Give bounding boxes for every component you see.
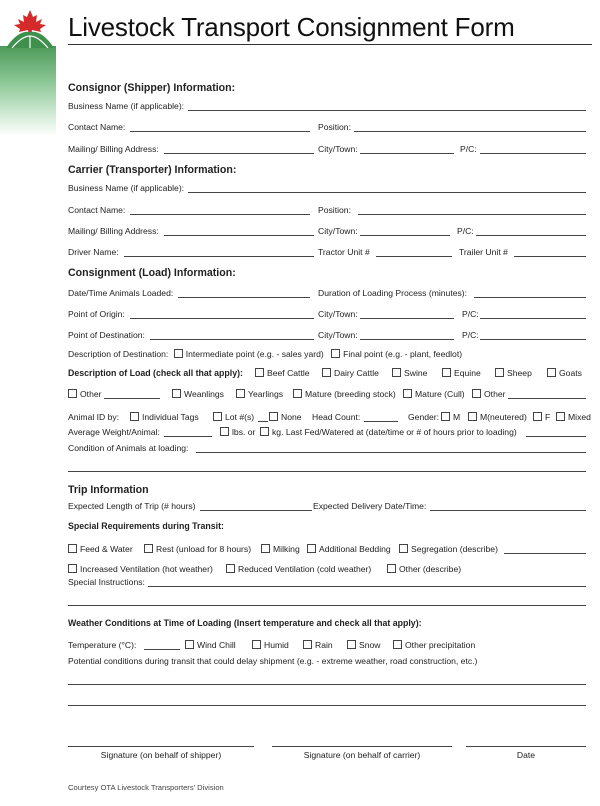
special-bedding[interactable]: Additional Bedding: [307, 544, 391, 555]
checkbox[interactable]: [468, 412, 477, 421]
segregation-field[interactable]: [504, 553, 586, 554]
footer-credit: Courtesy OTA Livestock Transporters' Division: [68, 783, 224, 792]
checkbox[interactable]: [347, 640, 356, 649]
tractor-label: Tractor Unit #: [318, 247, 370, 257]
load-beef[interactable]: Beef Cattle: [255, 368, 310, 379]
consignor-business-field[interactable]: [188, 110, 586, 111]
date-field[interactable]: [466, 746, 586, 747]
checkbox[interactable]: [144, 544, 153, 553]
carrier-pc-field[interactable]: [476, 235, 586, 236]
checkbox[interactable]: [255, 368, 264, 377]
checkbox[interactable]: [533, 412, 542, 421]
special-instructions-field-2[interactable]: [68, 605, 586, 606]
origin-field[interactable]: [130, 318, 314, 319]
potential-field-1[interactable]: [68, 684, 586, 685]
checkbox[interactable]: [442, 368, 451, 377]
carrier-business-field[interactable]: [188, 192, 586, 193]
checkbox[interactable]: [269, 412, 278, 421]
temperature-field[interactable]: [144, 649, 180, 650]
special-increased-vent[interactable]: Increased Ventilation (hot weather): [68, 564, 213, 575]
load-equine[interactable]: Equine: [442, 368, 481, 379]
shipper-signature-label: Signature (on behalf of shipper): [100, 750, 222, 760]
condition-label: Condition of Animals at loading:: [68, 443, 189, 453]
checkbox[interactable]: [213, 412, 222, 421]
checkbox[interactable]: [495, 368, 504, 377]
carrier-position-label: Position:: [318, 205, 351, 215]
trailer-label: Trailer Unit #: [459, 247, 508, 257]
checkbox[interactable]: [399, 544, 408, 553]
potential-conditions-label: Potential conditions during transit that could delay shipment (e.g. - extreme weather, road construction, etc.): [68, 656, 478, 666]
condition-field[interactable]: [196, 452, 586, 453]
page-title: Livestock Transport Consignment Form: [68, 12, 515, 42]
checkbox[interactable]: [261, 544, 270, 553]
head-count-field[interactable]: [364, 421, 398, 422]
load-other1[interactable]: Other: [68, 389, 102, 400]
destination-field[interactable]: [150, 339, 314, 340]
gender-mneut[interactable]: M(neutered): [468, 412, 527, 423]
consignor-mailing-label: Mailing/ Billing Address:: [68, 144, 159, 154]
gender-f[interactable]: F: [533, 412, 550, 423]
desc-dest-label: Description of Destination:: [68, 349, 169, 359]
consignor-mailing-field[interactable]: [164, 153, 314, 154]
checkbox[interactable]: [68, 564, 77, 573]
destination-city-field[interactable]: [360, 339, 454, 340]
delivery-field[interactable]: [430, 510, 586, 511]
checkbox[interactable]: [252, 640, 261, 649]
checkbox[interactable]: [260, 427, 269, 436]
origin-label: Point of Origin:: [68, 309, 125, 319]
temperature-label: Temperature (°C):: [68, 640, 137, 650]
checkbox[interactable]: [172, 389, 181, 398]
intermediate-checkbox[interactable]: [174, 349, 183, 358]
checkbox[interactable]: [441, 412, 450, 421]
delivery-label: Expected Delivery Date/Time:: [313, 501, 427, 511]
special-heading: Special Requirements during Transit:: [68, 521, 224, 531]
destination-pc-label: P/C:: [462, 330, 479, 340]
lot-field[interactable]: [258, 421, 268, 422]
consignor-heading: Consignor (Shipper) Information:: [68, 82, 236, 94]
special-milking[interactable]: Milking: [261, 544, 300, 555]
driver-field[interactable]: [124, 256, 314, 257]
date-label: Date: [516, 750, 536, 760]
avg-weight-field[interactable]: [164, 436, 212, 437]
checkbox[interactable]: [472, 389, 481, 398]
checkbox[interactable]: [547, 368, 556, 377]
consignor-pc-field[interactable]: [480, 153, 586, 154]
other1-field[interactable]: [104, 398, 160, 399]
special-rest[interactable]: Rest (unload for 8 hours): [144, 544, 251, 555]
gender-mixed[interactable]: Mixed: [556, 412, 591, 423]
unit-kg[interactable]: kg. Last Fed/Watered at (date/time or # of hours prior to loading): [260, 427, 517, 438]
gender-m[interactable]: M: [441, 412, 460, 423]
weather-humid[interactable]: Humid: [252, 640, 289, 651]
final-label: Final point (e.g. - plant, feedlot): [343, 349, 463, 359]
load-mature-cull[interactable]: Mature (Cull): [403, 389, 465, 400]
weather-rain[interactable]: Rain: [303, 640, 333, 651]
checkbox[interactable]: [403, 389, 412, 398]
other2-field[interactable]: [508, 398, 586, 399]
carrier-city-field[interactable]: [360, 235, 450, 236]
id-lot[interactable]: Lot #(s): [213, 412, 254, 423]
destination-city-label: City/Town:: [318, 330, 358, 340]
load-yearlings[interactable]: Yearlings: [236, 389, 283, 400]
carrier-mailing-label: Mailing/ Billing Address:: [68, 226, 159, 236]
checkbox[interactable]: [220, 427, 229, 436]
weather-wind-chill[interactable]: Wind Chill: [185, 640, 236, 651]
origin-pc-label: P/C:: [462, 309, 479, 319]
carrier-heading: Carrier (Transporter) Information:: [68, 164, 237, 176]
duration-field[interactable]: [474, 297, 586, 298]
trailer-field[interactable]: [514, 256, 586, 257]
carrier-position-field[interactable]: [358, 214, 586, 215]
carrier-signature-field[interactable]: [272, 746, 452, 747]
special-other[interactable]: Other (describe): [387, 564, 461, 575]
head-count-label: Head Count:: [312, 412, 361, 422]
load-other2[interactable]: Other: [472, 389, 506, 400]
consignor-position-label: Position:: [318, 122, 351, 132]
consignor-pc-label: P/C:: [460, 144, 477, 154]
tractor-field[interactable]: [376, 256, 452, 257]
potential-field-2[interactable]: [68, 705, 586, 706]
id-individual[interactable]: Individual Tags: [130, 412, 199, 423]
consignor-city-field[interactable]: [360, 153, 454, 154]
carrier-pc-label: P/C:: [457, 226, 474, 236]
duration-label: Duration of Loading Process (minutes):: [318, 288, 468, 298]
origin-city-label: City/Town:: [318, 309, 358, 319]
destination-pc-field[interactable]: [480, 339, 586, 340]
checkbox[interactable]: [392, 368, 401, 377]
consignor-position-field[interactable]: [354, 131, 586, 132]
special-instructions-label: Special Instructions:: [68, 577, 145, 587]
maple-leaf-logo: [4, 8, 56, 48]
desc-dest-row: [68, 349, 462, 360]
checkbox[interactable]: [185, 640, 194, 649]
desc-load-label: Description of Load (check all that apply):: [68, 368, 243, 378]
animal-id-label: Animal ID by:: [68, 412, 120, 422]
consignor-contact-label: Contact Name:: [68, 122, 126, 132]
unit-lbs[interactable]: lbs. or: [220, 427, 255, 438]
datetime-label: Date/Time Animals Loaded:: [68, 288, 174, 298]
last-fed-field[interactable]: [526, 436, 586, 437]
checkbox[interactable]: [293, 389, 302, 398]
title-underline: [68, 44, 592, 45]
load-swine[interactable]: Swine: [392, 368, 427, 379]
checkbox[interactable]: [322, 368, 331, 377]
checkbox[interactable]: [556, 412, 565, 421]
header-green-band: [0, 46, 56, 136]
carrier-signature-label: Signature (on behalf of carrier): [303, 750, 421, 760]
carrier-contact-field[interactable]: [130, 214, 310, 215]
checkbox[interactable]: [130, 412, 139, 421]
condition-field-2[interactable]: [68, 471, 586, 472]
origin-city-field[interactable]: [360, 318, 454, 319]
special-reduced-vent[interactable]: Reduced Ventilation (cold weather): [226, 564, 371, 575]
datetime-field[interactable]: [178, 297, 310, 298]
checkbox[interactable]: [236, 389, 245, 398]
carrier-city-label: City/Town:: [318, 226, 358, 236]
checkbox[interactable]: [68, 389, 77, 398]
checkbox[interactable]: [307, 544, 316, 553]
checkbox[interactable]: [226, 564, 235, 573]
checkbox[interactable]: [68, 544, 77, 553]
driver-label: Driver Name:: [68, 247, 119, 257]
origin-pc-field[interactable]: [480, 318, 586, 319]
load-dairy[interactable]: Dairy Cattle: [322, 368, 379, 379]
special-instructions-field[interactable]: [148, 586, 586, 587]
gender-label: Gender:: [408, 412, 440, 422]
consignor-business-label: Business Name (if applicable):: [68, 101, 185, 111]
load-mature-breeding[interactable]: Mature (breeding stock): [293, 389, 396, 400]
trip-length-label: Expected Length of Trip (# hours): [68, 501, 196, 511]
load-goats[interactable]: Goats: [547, 368, 582, 379]
weather-heading: Weather Conditions at Time of Loading (Insert temperature and check all that apply):: [68, 618, 422, 628]
carrier-contact-label: Contact Name:: [68, 205, 126, 215]
final-checkbox[interactable]: [331, 349, 340, 358]
consignor-contact-field[interactable]: [130, 131, 310, 132]
intermediate-label: Intermediate point (e.g. - sales yard): [185, 349, 324, 359]
load-weanlings[interactable]: Weanlings: [172, 389, 224, 400]
load-sheep[interactable]: Sheep: [495, 368, 532, 379]
trip-heading: Trip Information: [68, 484, 149, 496]
trip-length-field[interactable]: [200, 510, 312, 511]
consignment-heading: Consignment (Load) Information:: [68, 267, 236, 279]
checkbox[interactable]: [393, 640, 402, 649]
carrier-business-label: Business Name (if applicable):: [68, 183, 185, 193]
consignor-city-label: City/Town:: [318, 144, 358, 154]
weather-other-precip[interactable]: Other precipitation: [393, 640, 475, 651]
special-feed-water[interactable]: Feed & Water: [68, 544, 133, 555]
destination-label: Point of Destination:: [68, 330, 145, 340]
checkbox[interactable]: [387, 564, 396, 573]
carrier-mailing-field[interactable]: [164, 235, 314, 236]
weather-snow[interactable]: Snow: [347, 640, 381, 651]
shipper-signature-field[interactable]: [68, 746, 254, 747]
id-none[interactable]: None: [269, 412, 302, 423]
avg-weight-label: Average Weight/Animal:: [68, 427, 160, 437]
special-segregation[interactable]: Segregation (describe): [399, 544, 498, 555]
checkbox[interactable]: [303, 640, 312, 649]
